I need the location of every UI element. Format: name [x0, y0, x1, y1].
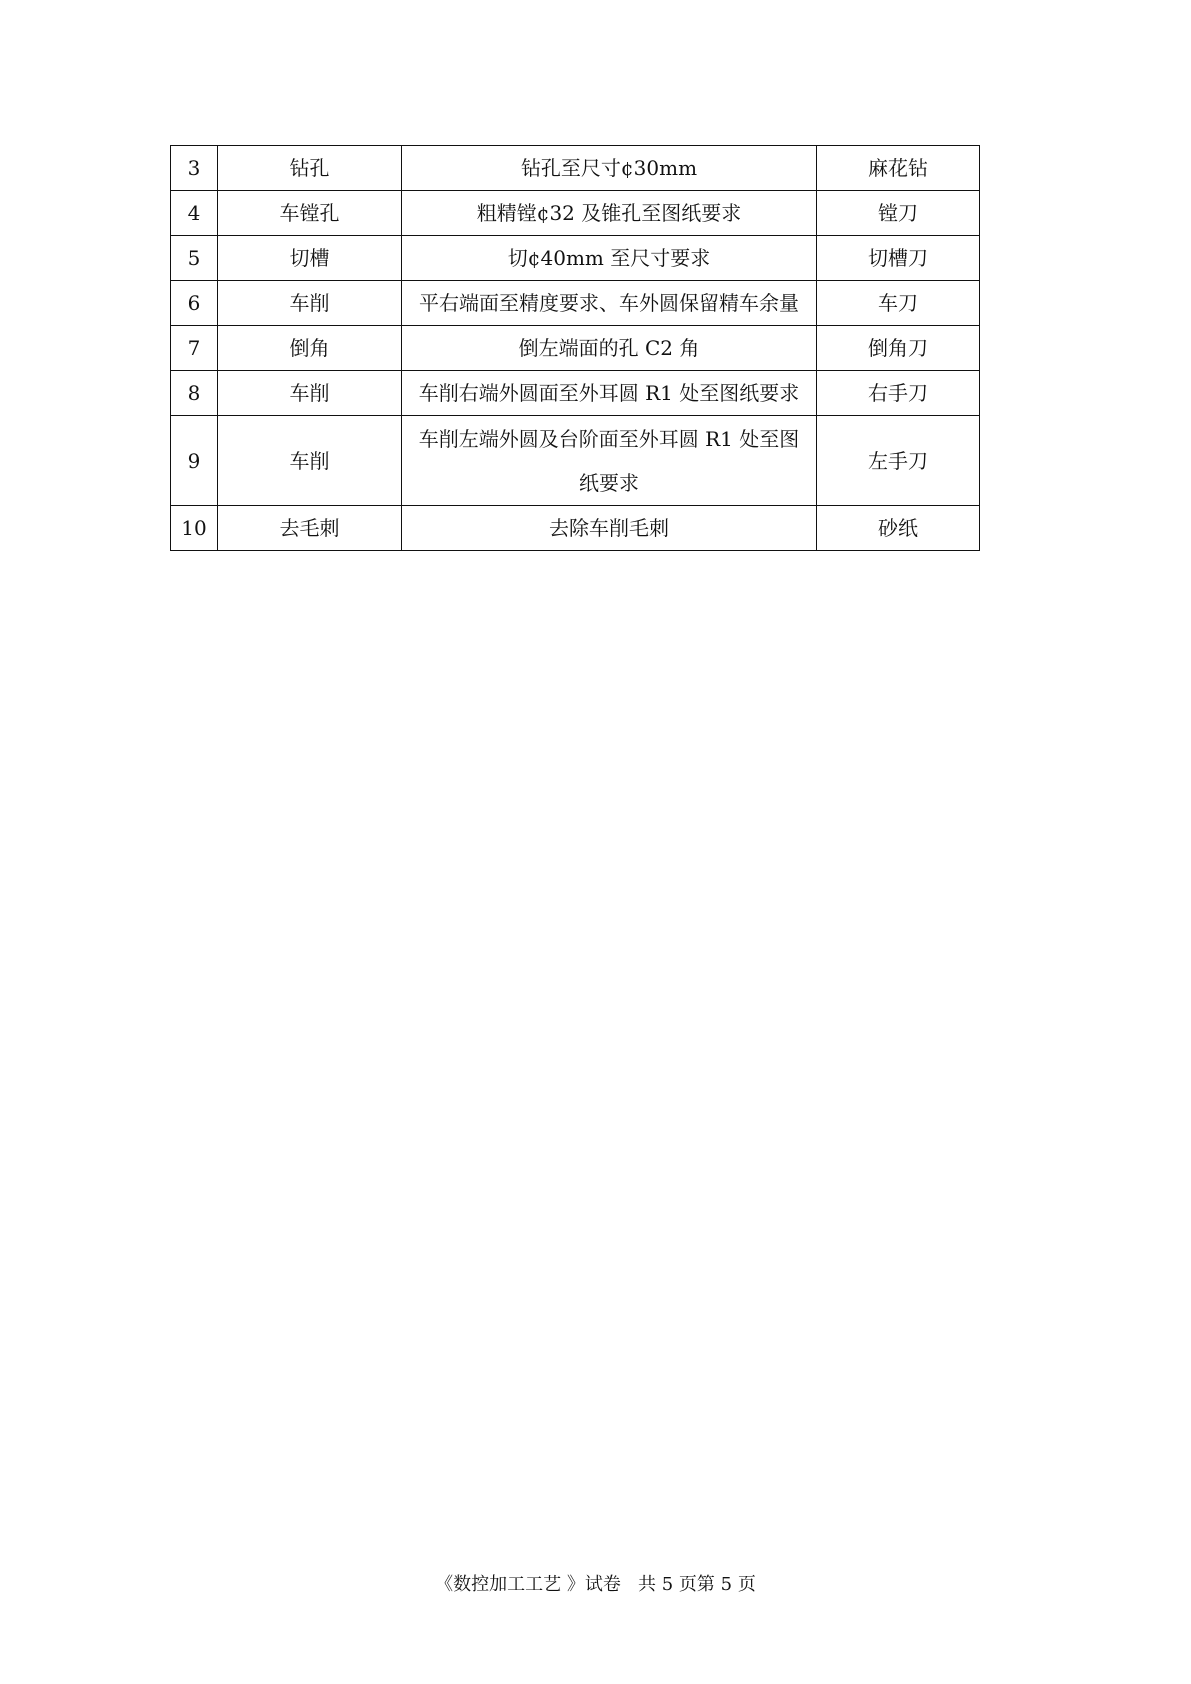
process-content: 平右端面至精度要求、车外圆保留精车余量 — [402, 281, 817, 326]
step-number: 5 — [171, 236, 218, 281]
process-name: 车削 — [218, 371, 402, 416]
tool-name: 左手刀 — [817, 416, 980, 506]
table-row — [171, 236, 980, 281]
step-number: 10 — [171, 506, 218, 551]
process-content: 车削右端外圆面至外耳圆 R1 处至图纸要求 — [402, 371, 817, 416]
process-name: 钻孔 — [218, 146, 402, 191]
process-name: 倒角 — [218, 326, 402, 371]
step-number: 3 — [171, 146, 218, 191]
process-content: 去除车削毛刺 — [402, 506, 817, 551]
table-row — [171, 416, 980, 506]
process-name: 车削 — [218, 281, 402, 326]
tool-name: 右手刀 — [817, 371, 980, 416]
step-number: 6 — [171, 281, 218, 326]
tool-name: 麻花钻 — [817, 146, 980, 191]
tool-name: 车刀 — [817, 281, 980, 326]
table-row — [171, 326, 980, 371]
process-table — [170, 145, 980, 551]
process-content: 车削左端外圆及台阶面至外耳圆 R1 处至图纸要求 — [402, 416, 817, 506]
table-row — [171, 281, 980, 326]
table-row — [171, 146, 980, 191]
process-name: 车削 — [218, 416, 402, 506]
step-number: 4 — [171, 191, 218, 236]
tool-name: 倒角刀 — [817, 326, 980, 371]
table-row — [171, 506, 980, 551]
tool-name: 砂纸 — [817, 506, 980, 551]
process-content: 切¢40mm 至尺寸要求 — [402, 236, 817, 281]
table-row — [171, 371, 980, 416]
process-name: 切槽 — [218, 236, 402, 281]
step-number: 9 — [171, 416, 218, 506]
process-content: 粗精镗¢32 及锥孔至图纸要求 — [402, 191, 817, 236]
tool-name: 切槽刀 — [817, 236, 980, 281]
step-number: 8 — [171, 371, 218, 416]
process-content: 钻孔至尺寸¢30mm — [402, 146, 817, 191]
tool-name: 镗刀 — [817, 191, 980, 236]
step-number: 7 — [171, 326, 218, 371]
process-name: 去毛刺 — [218, 506, 402, 551]
table-row — [171, 191, 980, 236]
process-content: 倒左端面的孔 C2 角 — [402, 326, 817, 371]
page-footer: 《数控加工工艺 》试卷 共 5 页第 5 页 — [435, 1574, 756, 1595]
process-name: 车镗孔 — [218, 191, 402, 236]
